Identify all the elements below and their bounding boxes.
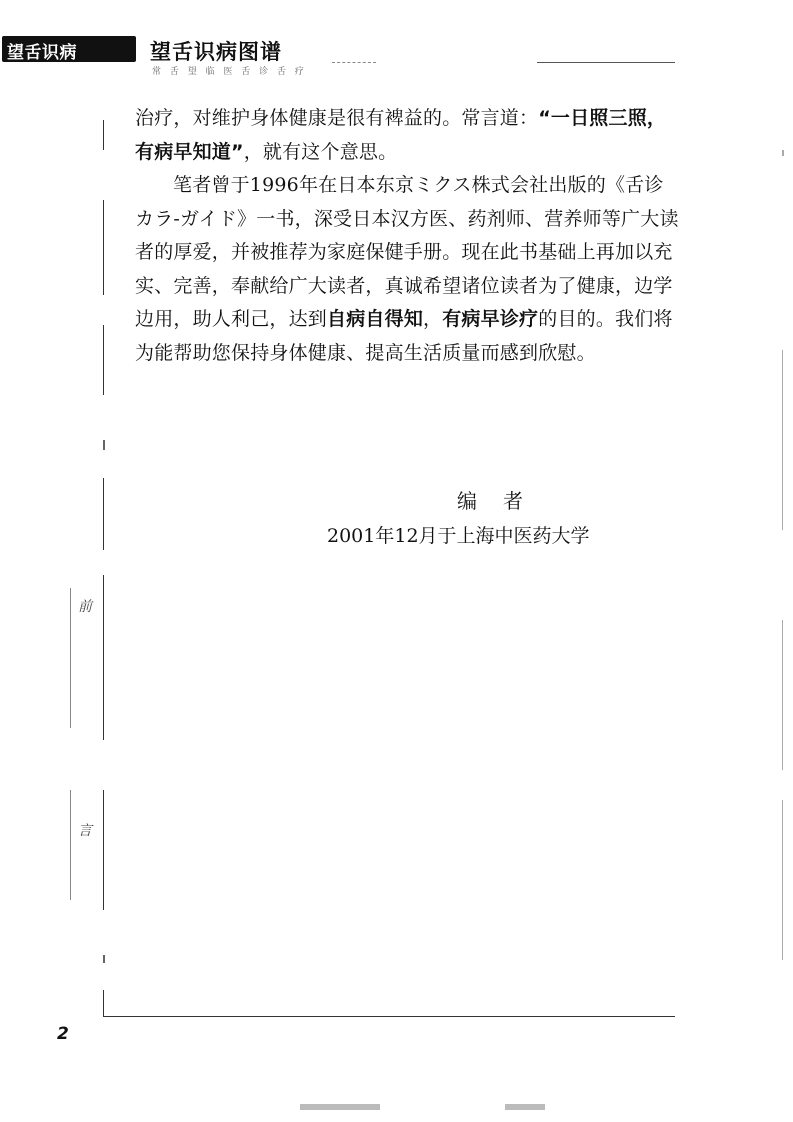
- paragraph: [135, 169, 680, 370]
- margin-mark: [103, 955, 105, 963]
- side-tab-border: [70, 790, 71, 900]
- scan-speck: [782, 620, 783, 770]
- scan-speck: [782, 350, 783, 530]
- header-badge-text: 望舌识病: [7, 43, 77, 63]
- scan-speck: [782, 800, 783, 960]
- text-segment: 的目的。我们将为能帮助您保持身体健康、提高生活质量而感到欣慰。: [135, 308, 673, 364]
- preface-body: [135, 102, 680, 370]
- text-segment-bold: “一日照三照，有病早知道”: [135, 107, 667, 163]
- side-tab-border: [70, 588, 71, 728]
- text-segment: ，: [423, 308, 443, 330]
- side-tab-char-1: 前: [78, 599, 92, 615]
- margin-mark: [103, 440, 105, 450]
- book-title: 望舌识病图谱: [150, 40, 282, 64]
- header-rule: [332, 62, 376, 63]
- scan-speck: [782, 150, 784, 156]
- page-number: 2: [57, 1024, 69, 1044]
- side-tab-char-2: 言: [78, 823, 92, 839]
- margin-line: [103, 478, 104, 550]
- header-rule: [537, 62, 675, 63]
- margin-line: [103, 575, 104, 740]
- footer-rule: [103, 1016, 675, 1017]
- paragraph: [135, 102, 680, 169]
- book-subtitle: 常 舌 望 临 医 舌 诊 舌 疗: [152, 67, 307, 77]
- header-badge: [2, 36, 136, 62]
- margin-line: [103, 990, 104, 1017]
- scan-speck: [300, 1104, 380, 1110]
- margin-line: [103, 200, 104, 295]
- text-segment: 治疗，对维护身体健康是很有裨益的。常言道：: [135, 107, 539, 129]
- signature-date: 2001年12月于上海中医药大学: [327, 525, 590, 547]
- text-segment: 笔者曾于1996年在日本东京ミクス株式会社出版的《舌诊カラ-ガイド》一书，深受日本汉方医、药剂师、营养师等广大读者的厚爱，并被推荐为家庭保健手册。现在此书基础上再加以充实、完善，奉献给广大读者，真诚希望诸位读者为了健康，边学边用，助人利己，达到: [135, 174, 679, 330]
- text-segment: ，就有这个意思。: [243, 140, 398, 163]
- margin-line: [103, 325, 104, 395]
- margin-line: [103, 790, 104, 910]
- signature-author: 编者: [457, 489, 549, 513]
- text-segment-bold: 自病自得知: [327, 308, 424, 330]
- margin-line: [103, 120, 104, 150]
- text-segment-bold: 有病早诊疗: [442, 308, 539, 330]
- scan-speck: [505, 1104, 545, 1110]
